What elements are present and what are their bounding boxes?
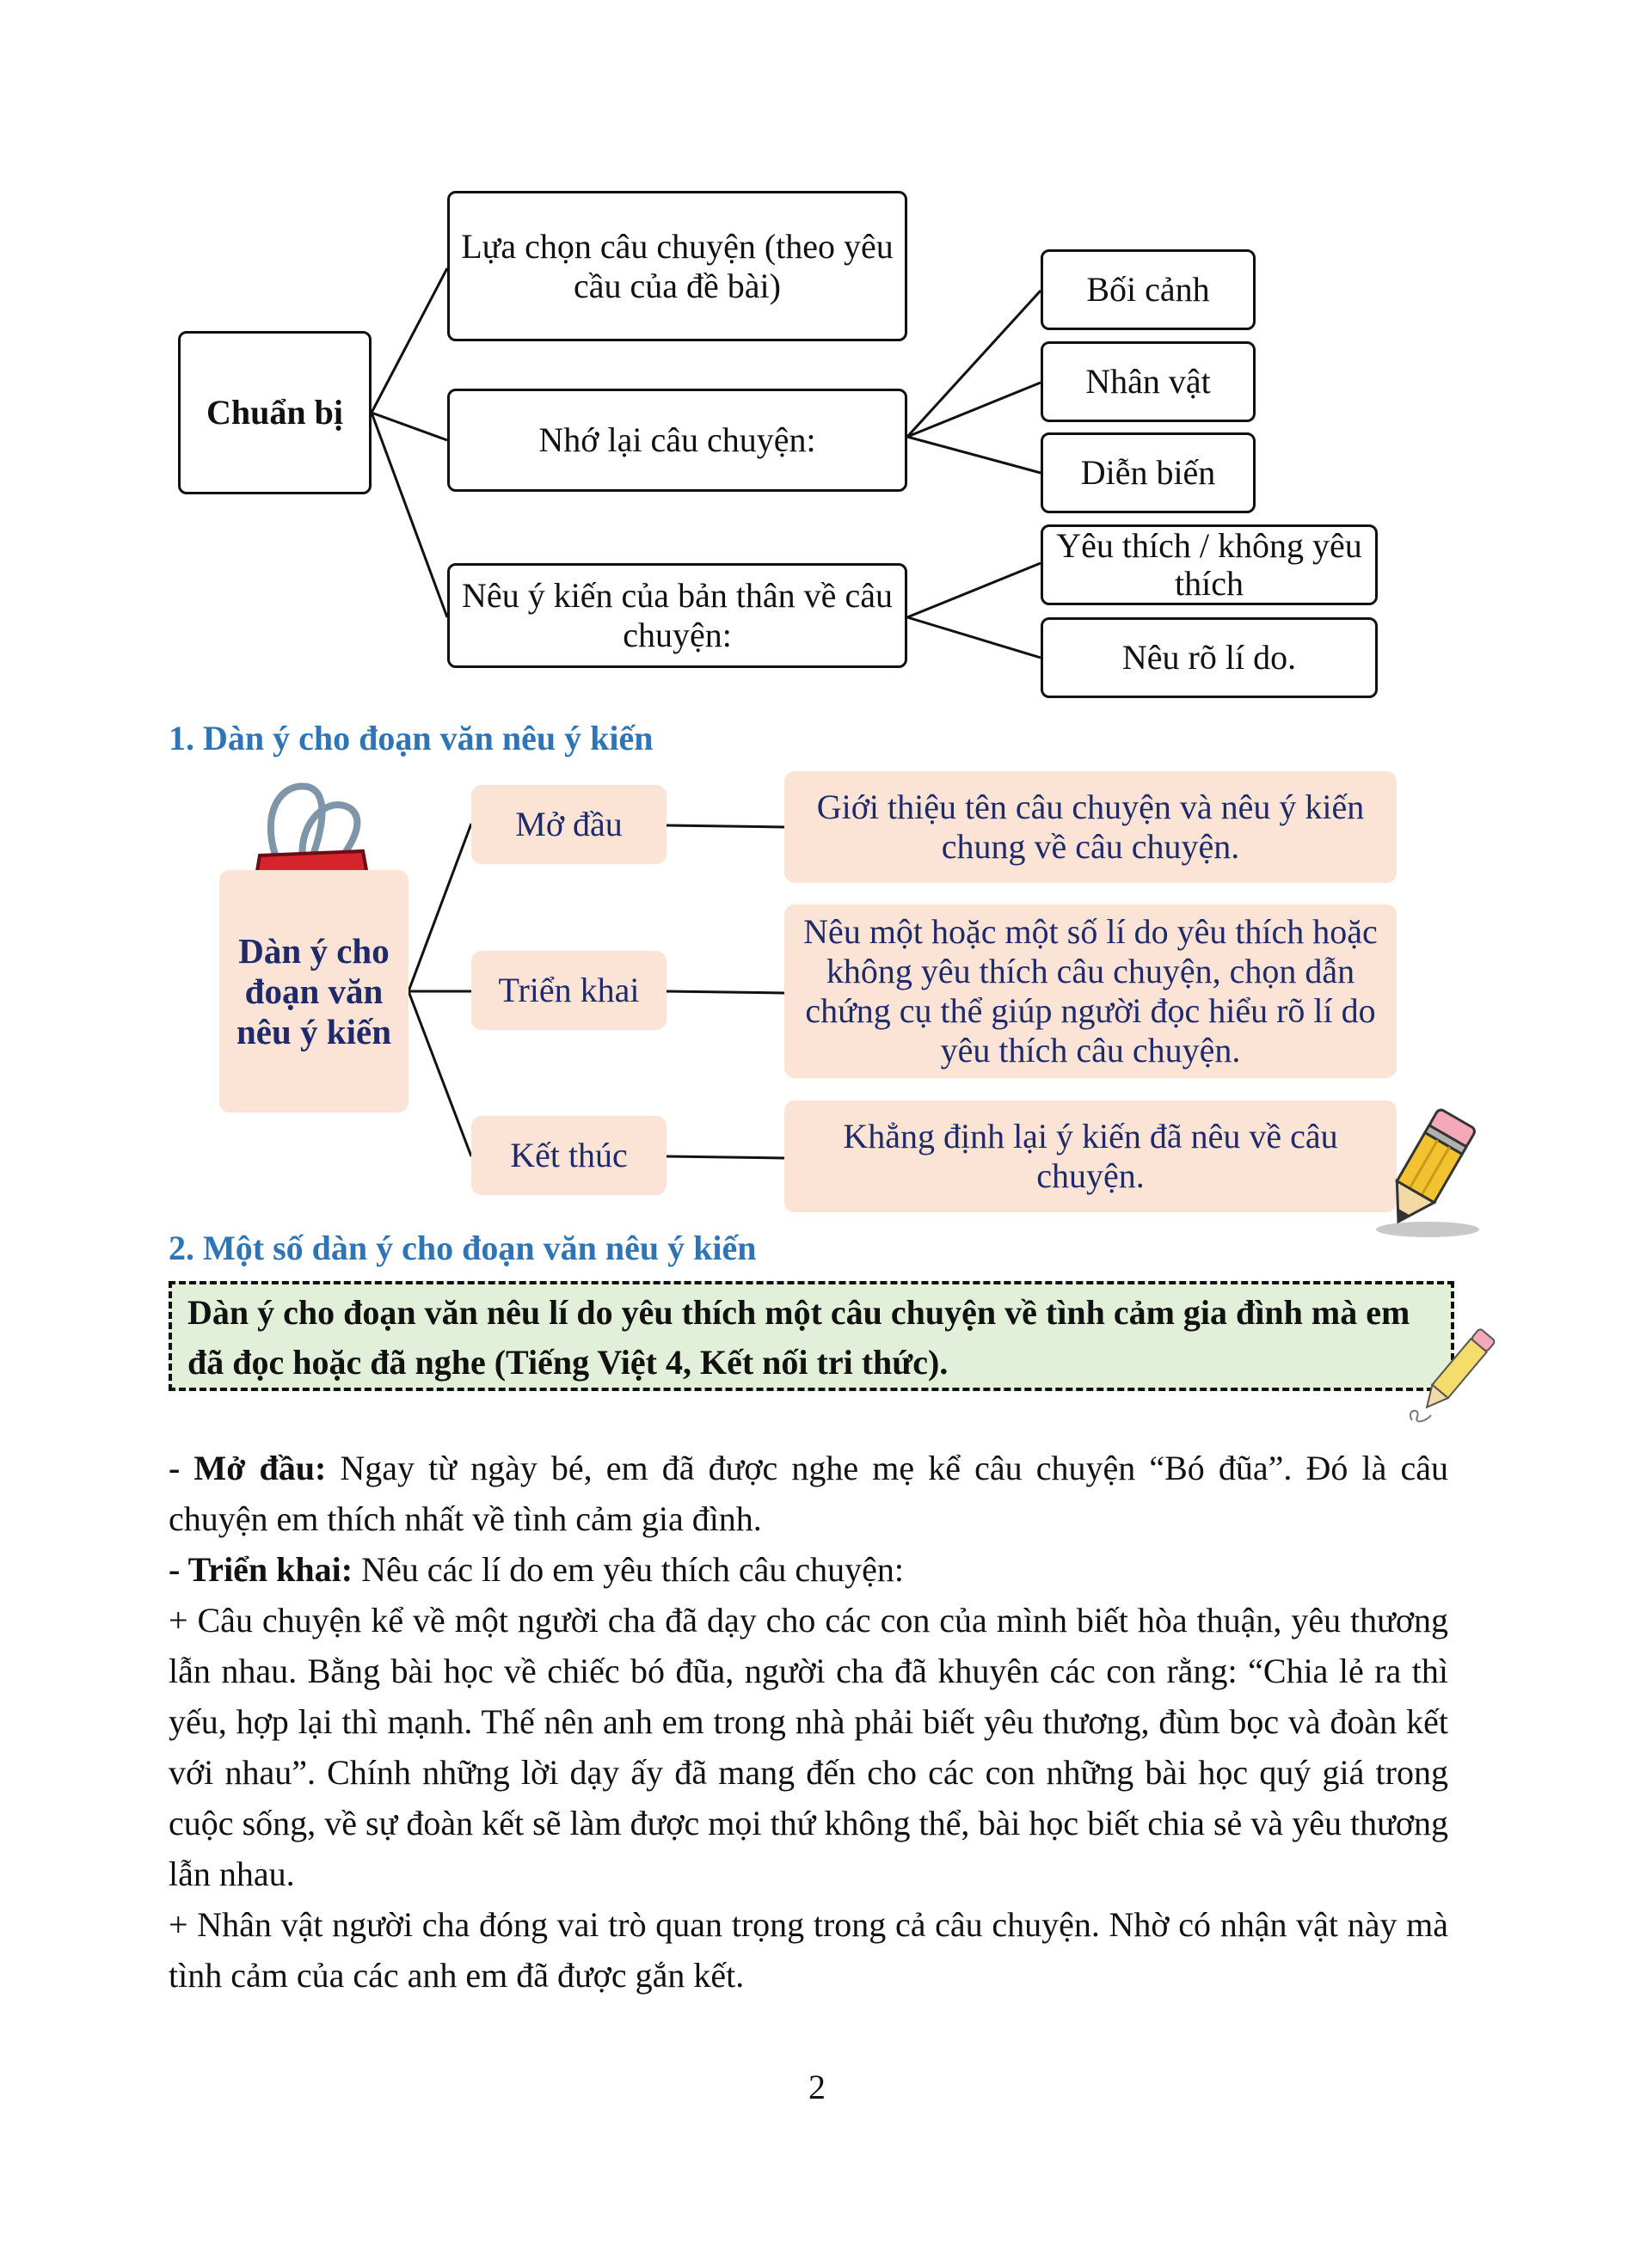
body-desc-box	[784, 904, 1397, 1078]
small-pencil-icon	[1402, 1324, 1505, 1427]
recall-story-box	[447, 389, 907, 492]
conclusion-desc-box	[784, 1100, 1397, 1212]
root-prepare-box	[178, 331, 372, 494]
part-intro-box	[471, 785, 666, 864]
part-intro-label: Mở đầu	[515, 805, 623, 843]
character-label: Nhân vật	[1085, 362, 1211, 401]
plot-label: Diễn biến	[1080, 453, 1216, 492]
part-body-label: Triển khai	[498, 971, 640, 1009]
like-dislike-label: Yêu thích / không yêu thích	[1056, 526, 1362, 603]
plot-box	[1041, 432, 1256, 513]
choose-story-label: Lựa chọn câu chuyện (theo yêu cầu của đề bài)	[461, 226, 894, 305]
body-text	[169, 1443, 1448, 2001]
opinion-label: Nêu ý kiến của bản thân về câu chuyện:	[462, 576, 893, 654]
recall-story-label: Nhớ lại câu chuyện:	[538, 420, 816, 459]
body-paragraph	[169, 1544, 1448, 1595]
opinion-box	[447, 563, 907, 668]
part-conclusion-box	[471, 1116, 666, 1195]
intro-desc-label: Giới thiệu tên câu chuyện và nêu ý kiến chung về câu chuyện.	[816, 788, 1365, 866]
body-paragraph-label: - Triển khai:	[169, 1550, 353, 1589]
intro-paragraph	[169, 1443, 1448, 1544]
reason-label: Nêu rõ lí do.	[1121, 638, 1297, 677]
part-body-box	[471, 951, 666, 1030]
section-1-heading: 1. Dàn ý cho đoạn văn nêu ý kiến	[169, 719, 654, 757]
intro-paragraph-text: Ngay từ ngày bé, em đã được nghe mẹ kể câu chuyện “Bó đũa”. Đó là câu chuyện em thích nhất về tình cảm gia đình.	[169, 1449, 1448, 1538]
like-dislike-box	[1041, 524, 1378, 605]
choose-story-box	[447, 191, 907, 341]
outline-topic-box	[169, 1281, 1454, 1391]
intro-desc-box	[784, 771, 1397, 883]
pencil-icon	[1367, 1102, 1488, 1240]
setting-label: Bối cảnh	[1086, 270, 1210, 309]
body-desc-label: Nêu một hoặc một số lí do yêu thích hoặc không yêu thích câu chuyện, chọn dẫn chứng cụ thể giúp người đọc hiểu rõ lí do yêu thích câu chuyện.	[803, 912, 1378, 1070]
outline-root-label: Dàn ý cho đoạn văn nêu ý kiến	[236, 930, 391, 1051]
conclusion-desc-label: Khẳng định lại ý kiến đã nêu về câu chuyện.	[843, 1117, 1338, 1195]
setting-box	[1041, 249, 1256, 330]
reason-paragraph-2: + Nhân vật người cha đóng vai trò quan trọng trong cả câu chuyện. Nhờ có nhận vật này mà tình cảm của các anh em đã được gắn kết.	[169, 1905, 1448, 1995]
part-conclusion-label: Kết thúc	[510, 1136, 628, 1174]
outline-topic-text: Dàn ý cho đoạn văn nêu lí do yêu thích một câu chuyện về tình cảm gia đình mà em đã đọc hoặc đã nghe (Tiếng Việt 4, Kết nối tri thức).	[187, 1293, 1410, 1382]
character-box	[1041, 341, 1256, 422]
intro-paragraph-label: - Mở đầu:	[169, 1449, 327, 1487]
page-number: 2	[808, 2068, 826, 2106]
section-2-heading: 2. Một số dàn ý cho đoạn văn nêu ý kiến	[169, 1229, 757, 1267]
reason-paragraph-1: + Câu chuyện kể về một người cha đã dạy cho các con của mình biết hòa thuận, yêu thương lẫn nhau. Bằng bài học về chiếc bó đũa, người cha đã khuyên các con rằng: “Chia lẻ ra thì yếu, hợp lại thì mạnh. Thế nên anh em trong nhà phải biết yêu thương, đùm bọc và đoàn kết với nhau”. Chính những lời dạy ấy đã mang đến cho các con những bài học quý giá trong cuộc sống, về sự đoàn kết sẽ làm được mọi thứ không thể, bài học biết chia sẻ và yêu thương lẫn nhau.	[169, 1601, 1448, 1893]
outline-root-box	[219, 870, 408, 1113]
root-prepare-label: Chuẩn bị	[206, 393, 343, 432]
reason-box	[1041, 617, 1378, 698]
body-paragraph-text: Nêu các lí do em yêu thích câu chuyện:	[353, 1550, 904, 1589]
